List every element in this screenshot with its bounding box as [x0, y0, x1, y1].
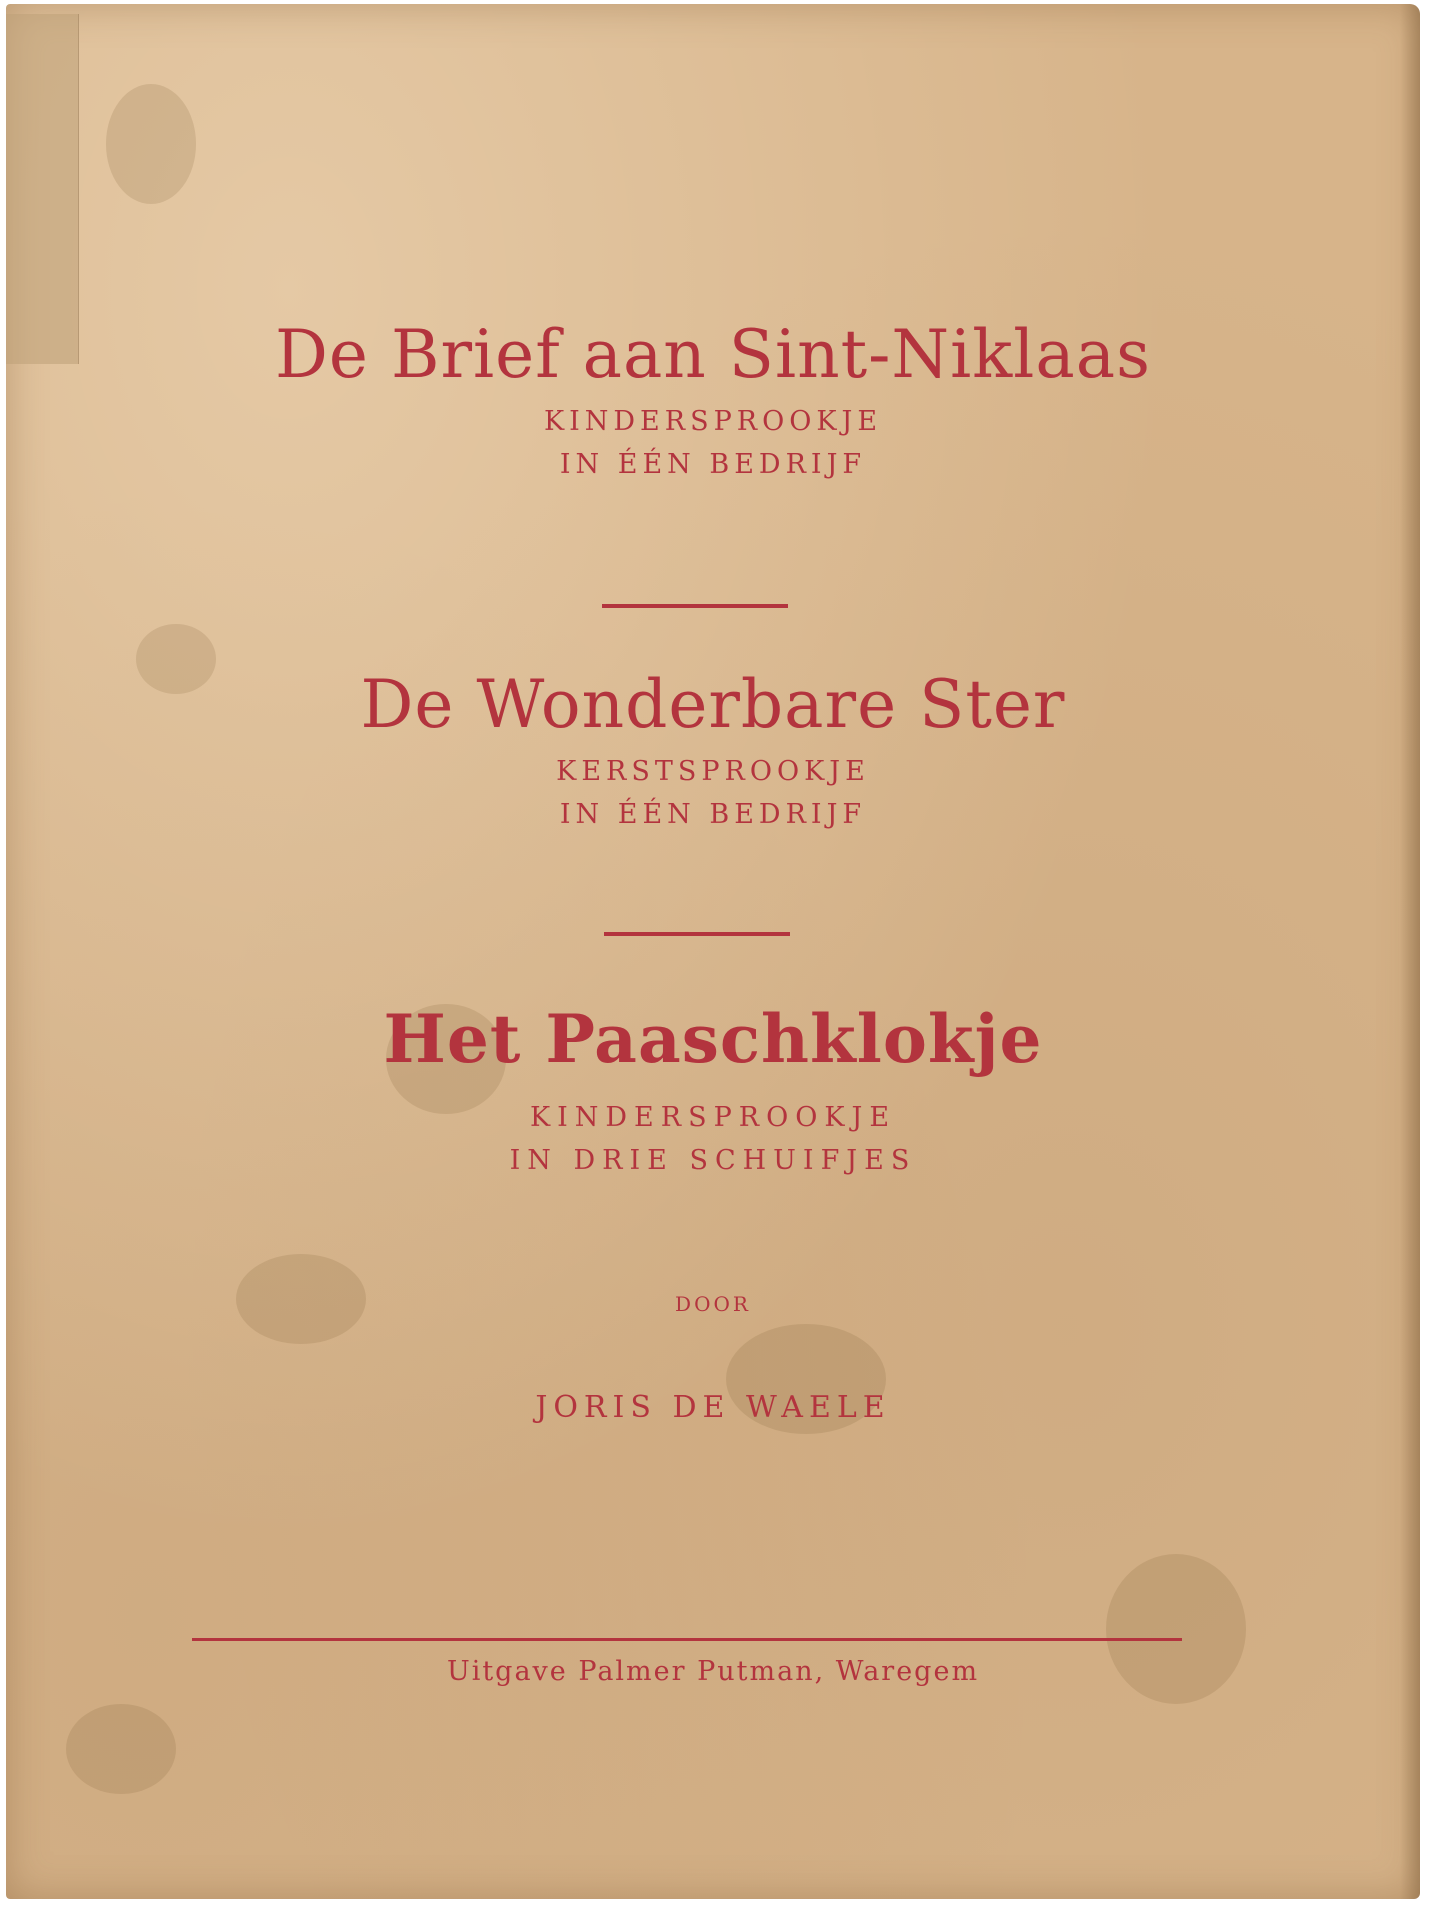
section-3-subtitle-line2: IN DRIE SCHUIFJES — [509, 1145, 917, 1177]
section-2-subtitle-line1: KERSTSPROOKJE — [556, 756, 870, 787]
section-1-title: De Brief aan Sint-Niklaas — [275, 316, 1151, 393]
publisher — [6, 1656, 1420, 1687]
section-1 — [6, 316, 1420, 486]
section-3-title: Het Paaschklokje — [383, 1000, 1043, 1078]
publisher-rule — [192, 1638, 1182, 1641]
divider-rule-1 — [602, 604, 788, 608]
tape-strip — [6, 14, 79, 364]
section-3 — [6, 1000, 1420, 1182]
book-cover — [6, 4, 1420, 1899]
divider-rule-2 — [604, 932, 790, 936]
section-2-title: De Wonderbare Ster — [360, 666, 1066, 743]
section-3-subtitle-line1: KINDERSPROOKJE — [529, 1102, 897, 1133]
byline — [6, 1288, 1420, 1432]
publisher-line: Uitgave Palmer Putman, Waregem — [446, 1656, 980, 1687]
foxing-stain — [106, 84, 196, 204]
foxing-stain — [66, 1704, 176, 1794]
author-name: JORIS DE WAELE — [535, 1390, 891, 1425]
section-2-subtitle-line2: IN ÉÉN BEDRIJF — [559, 799, 867, 831]
cover-edge-shadow — [1400, 4, 1420, 1899]
section-1-subtitle-line1: KINDERSPROOKJE — [543, 406, 883, 437]
section-1-subtitle-line2: IN ÉÉN BEDRIJF — [559, 449, 867, 481]
byline-label: DOOR — [675, 1292, 751, 1316]
section-2 — [6, 666, 1420, 836]
